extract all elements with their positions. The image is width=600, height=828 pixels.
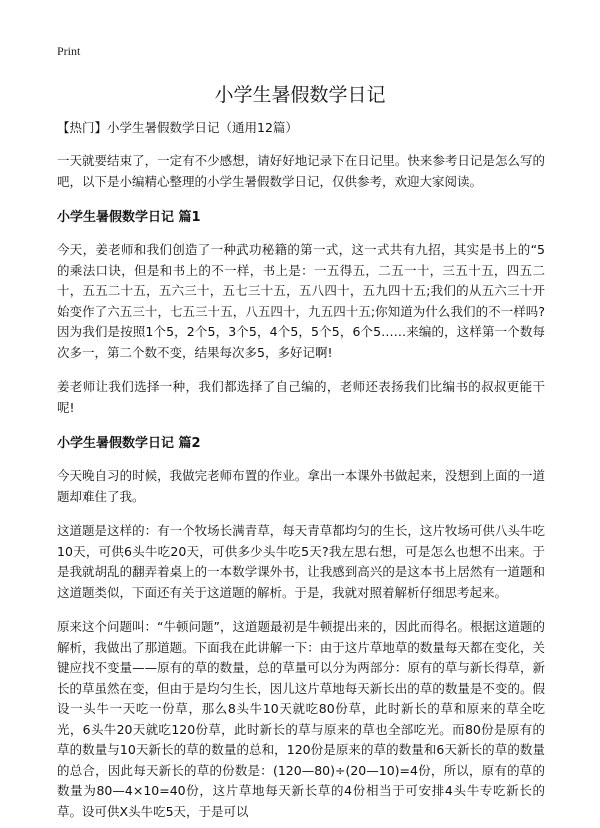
section-2-paragraph-2: 这道题是这样的：有一个牧场长满青草，每天青草都均匀的生长，这片牧场可供八头牛吃10天，可供6头牛吃20天，可供多少头牛吃5天?我左思右想，可是怎么也想不出来。于是我就胡乱的翻弄着桌上的一本数学课外书，让我感到高兴的是这本书上居然有一道题和这道题类似，下面还有关于这道题的解析。于是，我就对照着解析仔细思考起来。 [57,523,545,600]
section-heading-2: 小学生暑假数学日记 篇2 [57,436,201,451]
section-1-paragraph-2: 姜老师让我们选择一种，我们都选择了自己编的，老师还表扬我们比编书的叔叔更能干呢! [57,379,545,415]
section-heading-1: 小学生暑假数学日记 篇1 [57,210,201,225]
section-1-paragraph-1: 今天，姜老师和我们创造了一种武功秘籍的第一式，这一式共有九招，其实是书上的“5的乘法口诀，但是和书上的不一样，书上是：一五得五，二五一十，三五十五，四五二十，五五二十五，五六三十，五七三十五，五八四十，五九四十五;我们的从五六三十开始变作了六五三十，七五三十五，八五四十，九五四十五;你知道为什么我们的不一样吗?因为我们是按照1个5，2个5，3个5，4个5，5个5，6个5……来编的，这样第一个数每次多一，第二个数不变，结果每次多5，多好记啊! [57,242,545,360]
section-2-paragraph-1: 今天晚自习的时候，我做完老师布置的作业。拿出一本课外书做起来，没想到上面的一道题却难住了我。 [57,468,545,504]
section-2-paragraph-3: 原来这个问题叫：“牛顿问题”，这道题最初是牛顿提出来的，因此而得名。根据这道题的解析，我做出了那道题。下面我在此讲解一下：由于这片草地草的数量每天都在变化，关键应找不变量——原有的草的数量，总的草量可以分为两部分：原有的草与新长得草，新长的草虽然在变，但由于是均匀生长，因儿这片草地每天新长出的草的数量是不变的。假设一头牛一天吃一份草，那么8头牛10天就吃80份草，此时新长的草和原来的草全吃光，6头牛20天就吃120份草，此时新长的草与原来的草也全部吃光。而80份是原有的草的数量与10天新长的草的数量的总和，120份是原来的草的数量和6天新长的草的数量的总合，因此每天新长的草的份数是：(120—80)÷(20—10)=4份，所以，原有的草的数量为80—4×10=40份，这片草地每天新长草的4份相当于可安排4头牛专吃新长的草。设可供X头牛吃5天，于是可以 [57,619,545,819]
page-title: 小学生暑假数学日记 [214,84,386,106]
article-subtitle: 【热门】小学生暑假数学日记（通用12篇） [57,120,298,135]
article-body [57,117,545,828]
intro-paragraph: 一天就要结束了，一定有不少感想，请好好地记录下在日记里。快来参考日记是怎么写的吧，以下是小编精心整理的小学生暑假数学日记，仅供参考，欢迎大家阅读。 [57,153,545,189]
print-link[interactable]: Print [57,44,81,58]
